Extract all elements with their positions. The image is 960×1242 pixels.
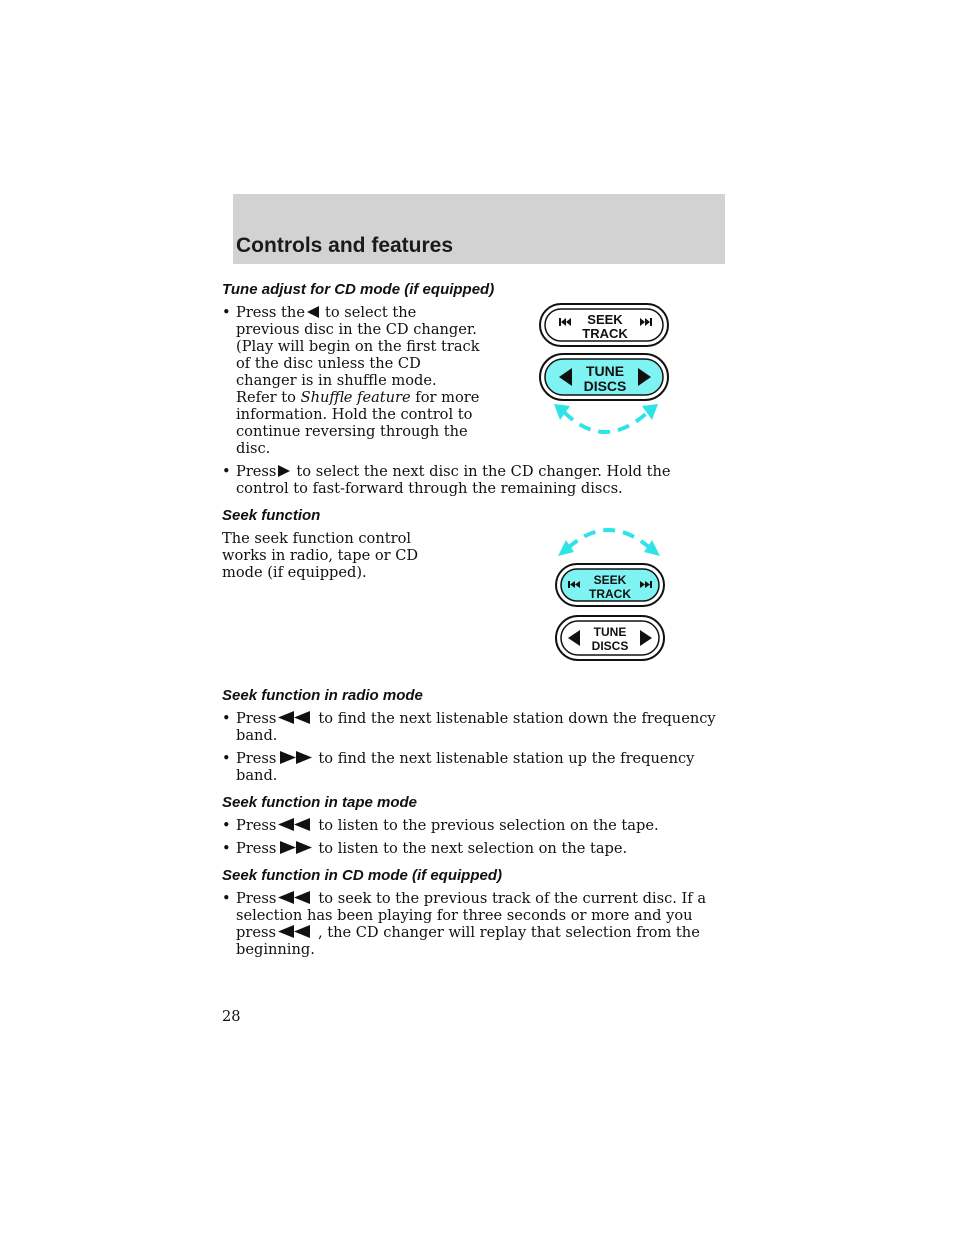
rewind-icon — [278, 925, 312, 938]
fast-forward-icon — [278, 751, 312, 764]
seek-label-2: SEEK — [593, 573, 627, 587]
rotation-arrow-icon — [554, 404, 658, 432]
triangle-left-icon — [307, 306, 319, 318]
seek-tape-list — [222, 817, 722, 857]
seek-cd-list — [222, 890, 722, 958]
track-label-1: TRACK — [582, 326, 628, 341]
seek-function-heading: Seek function — [222, 507, 321, 524]
fast-forward-icon — [278, 841, 312, 854]
track-label-2: TRACK — [589, 587, 631, 601]
page-number: 28 — [222, 1008, 241, 1025]
list-item: • Press to seek to the previous track of the current disc. If a selection has been playing for three seconds or more and you press , the CD changer will replay that selection from the beginning. — [222, 890, 722, 958]
list-item: • Press to listen to the next selection on the tape. — [222, 840, 722, 857]
seek-cd-heading: Seek function in CD mode (if equipped) — [222, 867, 503, 884]
list-item: • Press to listen to the previous selection on the tape. — [222, 817, 722, 834]
tune-label-1: TUNE — [585, 363, 625, 379]
seek-radio-heading: Seek function in radio mode — [222, 687, 423, 704]
triangle-right-icon — [278, 465, 290, 477]
seek-function-text: The seek function control works in radio, tape or CD mode (if equipped). — [222, 530, 419, 581]
discs-label-1: DISCS — [583, 378, 627, 394]
tune-label-2: TUNE — [593, 625, 627, 639]
list-item: • Press to find the next listenable station up the frequency band. — [222, 750, 722, 784]
seek-tape-heading: Seek function in tape mode — [222, 794, 418, 811]
discs-label-2: DISCS — [591, 639, 629, 653]
list-item: • Press the to select the previous disc in the CD changer. (Play will begin on the first track of the disc unless the CD changer is in shuffle mode. Refer to Shuffle feature for more information. Hold the control to continue reversing through the disc. — [222, 304, 480, 457]
rewind-icon — [278, 711, 312, 724]
list-item: • Press to select the next disc in the CD changer. Hold the control to fast-forward through the remaining discs. — [222, 463, 722, 497]
seek-radio-list — [222, 710, 722, 784]
page-title: Controls and features — [236, 234, 454, 257]
list-item: • Press to find the next listenable station down the frequency band. — [222, 710, 722, 744]
tune-adjust-heading: Tune adjust for CD mode (if equipped) — [222, 281, 495, 298]
rewind-icon — [278, 818, 312, 831]
rewind-icon — [278, 891, 312, 904]
shuffle-feature-reference: Shuffle feature — [300, 389, 411, 406]
seek-control-figure — [552, 520, 672, 666]
seek-label-1: SEEK — [587, 312, 623, 327]
rotation-arrow-icon — [558, 530, 660, 556]
tune-control-figure — [536, 302, 676, 448]
